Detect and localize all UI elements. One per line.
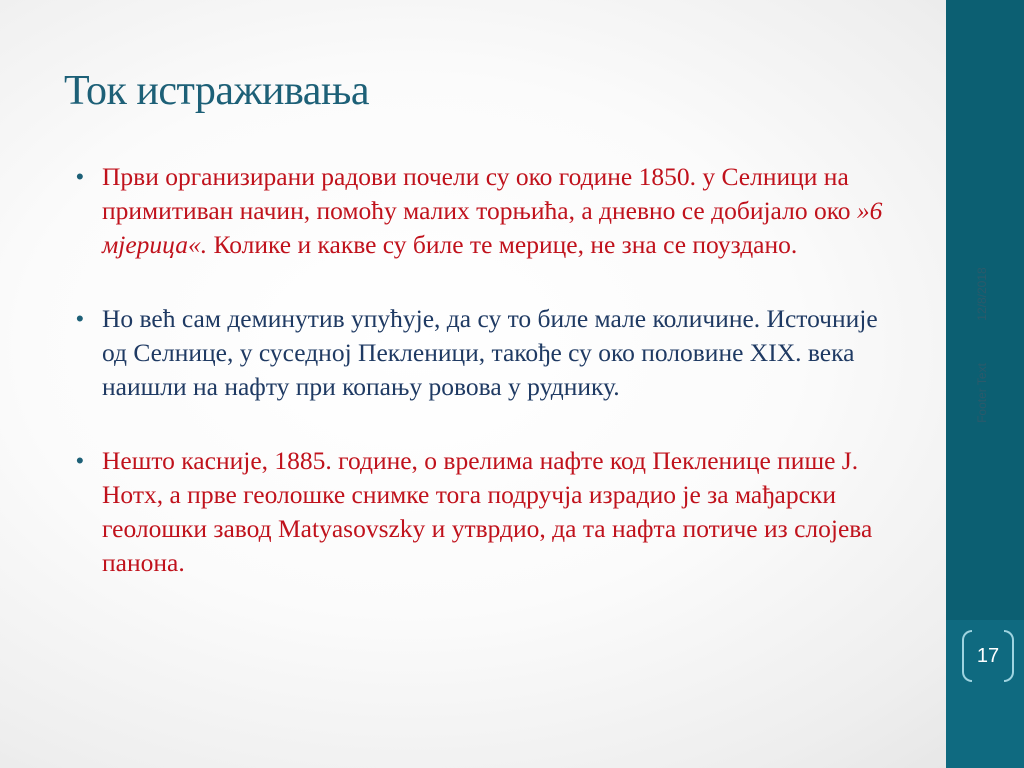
slide-footer: Footer Text <box>975 363 989 423</box>
bullet-icon: • <box>76 164 84 189</box>
bullet-text: Нешто касније, 1885. године, о врелима нафте код Пекленице пише Ј. Нотх, а прве геолошке снимке тога подручја израдио је за мађарски геолошки завод Matyasovszky и утврдио, да та нафта потиче из слојева панона. <box>102 446 873 577</box>
bullet-text <box>102 162 882 259</box>
slide-date: 12/8/2018 <box>975 267 989 321</box>
bullet-icon: • <box>76 306 84 331</box>
slide-title: Ток истраживања <box>64 68 369 114</box>
bullet-item-3 <box>76 444 896 580</box>
bullet-text-emphasis: »6 мјерица«. <box>102 196 883 259</box>
page-number: 17 <box>976 645 1000 667</box>
bullet-item-1 <box>76 160 896 262</box>
bullet-text-part: Први организирани радови почели су око године 1850. у Селници на примитиван начин, помоћу малих торњића, а дневно се добијало око <box>102 162 857 225</box>
bullet-text-part: Колике и какве су биле те мерице, не зна се поуздано. <box>207 230 798 259</box>
page-number-badge <box>962 630 1014 680</box>
bullet-item-2 <box>76 302 896 404</box>
bullet-list <box>76 160 896 620</box>
bullet-icon: • <box>76 448 84 473</box>
bullet-text: Но већ сам деминутив упућује, да су то биле мале количине. Источније од Селнице, у суседној Пекленици, такође су око половине ХIХ. века наишли на нафту при копању ровова у руднику. <box>102 304 878 401</box>
